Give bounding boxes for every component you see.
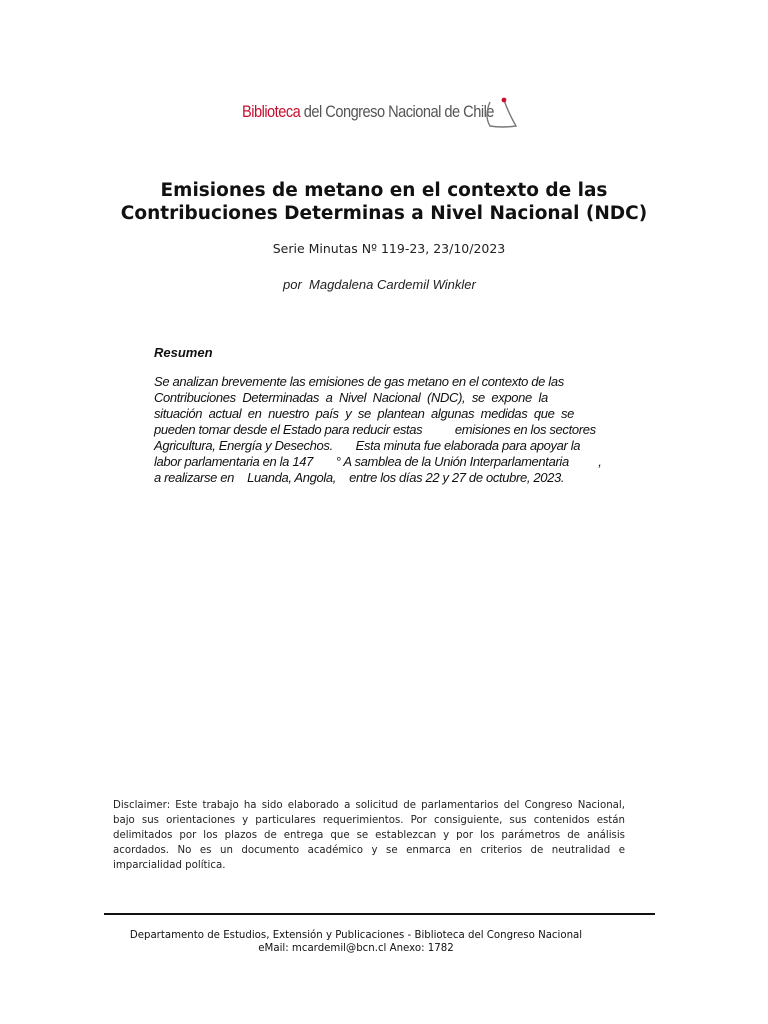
footer <box>0 929 712 955</box>
series-info: Serie Minutas Nº 119-23, 23/10/2023 <box>272 241 506 256</box>
footer-divider <box>104 913 655 915</box>
logo-wordmark <box>242 102 494 122</box>
abstract-line: a realizarse en Luanda, Angola, entre los días 22 y 27 de octubre, 2023. <box>154 470 565 485</box>
compass-triangle-icon <box>480 96 522 132</box>
resumen-heading: Resumen <box>154 345 213 360</box>
document-title <box>100 179 668 225</box>
abstract-line: situación actual en nuestro país y se plantean algunas medidas que se <box>154 406 575 421</box>
author-line: por Magdalena Cardemil Winkler <box>283 277 476 292</box>
logo-accent-text: Biblioteca <box>242 102 301 121</box>
abstract-line: labor parlamentaria en la 147 ° A samblea de la Unión Interparlamentaria , <box>154 454 602 469</box>
abstract-paragraph <box>154 374 614 486</box>
bcn-logo <box>242 102 535 122</box>
abstract-line: Se analizan brevemente las emisiones de gas metano en el contexto de las <box>154 374 564 389</box>
logo-rest-text: del Congreso Nacional de Chile <box>300 102 494 121</box>
footer-department: Departamento de Estudios, Extensión y Publicaciones - Biblioteca del Congreso Nacional <box>129 930 583 941</box>
abstract-line: Contribuciones Determinadas a Nivel Nacional (NDC), se expone la <box>154 390 548 405</box>
disclaimer-text: Disclaimer: Este trabajo ha sido elaborado a solicitud de parlamentarios del Congreso Nacional, bajo sus orientaciones y particulares requerimientos. Por consiguiente, sus contenidos están delimitados por los plazos de entrega que se establezcan y por los parámetros de análisis acordados. No es un documento académico y se enmarca en criterios de neutralidad e imparcialidad política. <box>113 800 625 871</box>
abstract-line: Agricultura, Energía y Desechos. Esta minuta fue elaborada para apoyar la <box>154 438 581 453</box>
footer-contact: eMail: mcardemil@bcn.cl Anexo: 1782 <box>258 943 454 954</box>
title-line-1: Emisiones de metano en el contexto de las <box>160 180 608 201</box>
title-line-2: Contribuciones Determinas a Nivel Nacional (NDC) <box>120 203 648 224</box>
abstract-line: pueden tomar desde el Estado para reducir estas emisiones en los sectores <box>154 422 596 437</box>
